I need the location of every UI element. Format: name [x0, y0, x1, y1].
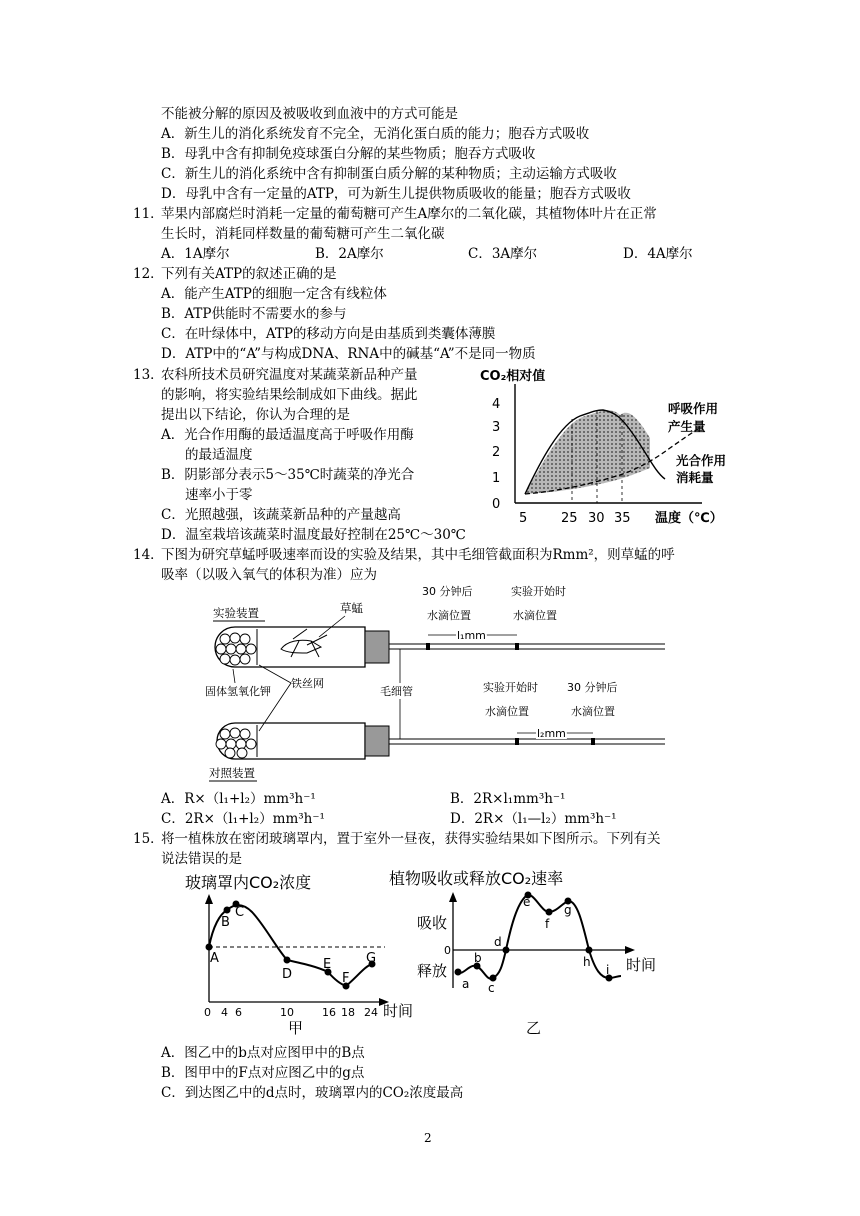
- q13-ytick-3: 3: [492, 420, 501, 435]
- q12-option-a: A．能产生ATP的细胞一定含有线粒体: [161, 286, 387, 302]
- q15-yi-point-i: i: [606, 963, 610, 977]
- q14-option-a: A．R×（l₁+l₂）mm³h⁻¹: [161, 791, 316, 807]
- q15-yi-point-c: c: [488, 981, 495, 995]
- q13-resp-label1: 呼吸作用: [668, 401, 719, 416]
- q11-option-a: A．1A摩尔: [161, 246, 230, 262]
- q15-yi-release: 释放: [417, 962, 448, 980]
- q15-yi-xlabel: 时间: [626, 956, 657, 974]
- q12-number: 12．: [133, 266, 164, 282]
- q14-l1-label: l₁mm: [457, 629, 486, 642]
- q14-after30-bottom: 30 分钟后: [567, 681, 618, 694]
- q10-option-d: D．母乳中含有一定量的ATP，可为新生儿提供物质吸收的能量；胞吞方式吸收: [161, 186, 631, 202]
- q14-bottom-stopper: [365, 726, 389, 756]
- q10-option-a: A．新生儿的消化系统发育不完全，无消化蛋白质的能力；胞吞方式吸收: [161, 126, 590, 142]
- q14-droppos-top2: 水滴位置: [513, 609, 557, 622]
- q15-jia-point-E: E: [323, 957, 332, 972]
- q13-option-a-line1: A．光合作用酶的最适温度高于呼吸作用酶: [161, 427, 414, 443]
- q14-control-label: 对照装置: [209, 766, 255, 780]
- q14-stem-line1: 下图为研究草蜢呼吸速率而设的实验及结果，其中毛细管截面积为Rmm²，则草蜢的呼: [161, 547, 675, 563]
- q15-jia-caption: 甲: [288, 1019, 304, 1036]
- q13-xtick-5: 5: [519, 511, 528, 526]
- q15-yi-point-h: h: [583, 955, 591, 969]
- page-number: 2: [424, 1131, 432, 1145]
- q14-start-top: 实验开始时: [511, 585, 566, 598]
- q13-stem-line3: 提出以下结论，你认为合理的是: [161, 407, 350, 423]
- q13-xlabel: 温度（℃）: [655, 511, 723, 526]
- q13-stem-line2: 的影响，将实验结果绘制成如下曲线。据此: [161, 387, 418, 403]
- q14-grasshopper: [281, 629, 327, 657]
- q15-yi-point-b: b: [474, 951, 482, 965]
- q15-jia-xtick-6: 6: [235, 1006, 242, 1019]
- q11-stem-line1: 苹果内部腐烂时消耗一定量的葡萄糖可产生A摩尔的二氧化碳，其植物体叶片在正常: [161, 206, 657, 222]
- q11-option-b: B．2A摩尔: [315, 246, 384, 262]
- q14-top-drop-start: [515, 643, 519, 650]
- q13-shaded-area: [525, 410, 650, 494]
- q15-jia-point-C: C: [235, 905, 245, 920]
- q13-ytick-4: 4: [492, 397, 501, 412]
- q14-l2-label: l₂mm: [537, 727, 566, 740]
- q13-photo-label2: 消耗量: [676, 470, 714, 485]
- q11-option-c: C．3A摩尔: [468, 246, 538, 262]
- q14-wire-mesh-label: 铁丝网: [291, 677, 324, 690]
- q15-stem-line1: 将一植株放在密闭玻璃罩内，置于室外一昼夜，获得实验结果如下图所示。下列有关: [161, 831, 661, 847]
- q15-jia-xtick-18: 18: [341, 1006, 355, 1019]
- q15-jia-title: 玻璃罩内CO₂浓度: [185, 873, 312, 892]
- q15-jia-xtick-24: 24: [364, 1006, 378, 1019]
- q10-stem-tail: 不能被分解的原因及被吸收到血液中的方式可能是: [161, 106, 458, 122]
- q15-yi-absorb: 吸收: [417, 914, 448, 932]
- q10-option-c: C．新生儿的消化系统中含有抑制蛋白质分解的某种物质；主动运输方式吸收: [161, 166, 617, 182]
- q14-stem-line2: 吸率（以吸入氧气的体积为准）应为: [161, 567, 377, 583]
- q14-option-b: B．2R×l₁mm³h⁻¹: [450, 791, 566, 807]
- q12-option-b: B．ATP供能时不需要水的参与: [161, 306, 347, 322]
- q15-jia-point-G: G: [366, 951, 377, 966]
- q13-photo-label1: 光合作用: [676, 453, 727, 468]
- q14-capillary-label: 毛细管: [380, 685, 413, 698]
- q14-droppos-top1: 水滴位置: [427, 609, 471, 622]
- q14-bottom-drop-after: [591, 738, 595, 745]
- q15-option-c: C．到达图乙中的d点时，玻璃罩内的CO₂浓度最高: [161, 1085, 464, 1101]
- q15-jia-xtick-0: 0: [204, 1006, 211, 1019]
- q13-xtick-35: 35: [614, 511, 631, 526]
- q14-option-d: D．2R×（l₁—l₂）mm³h⁻¹: [450, 811, 617, 827]
- q12-stem: 下列有关ATP的叙述正确的是: [161, 266, 337, 282]
- q13-number: 13．: [133, 367, 164, 383]
- q13-ylabel: CO₂相对值: [480, 369, 546, 384]
- q15-jia-point-F: F: [342, 971, 350, 986]
- q15-stem-line2: 说法错误的是: [161, 851, 242, 867]
- q15-option-b: B．图甲中的F点对应图乙中的g点: [161, 1065, 365, 1081]
- q14-koh-label: 固体氢氧化钾: [205, 685, 271, 698]
- q15-yi-title: 植物吸收或释放CO₂速率: [389, 869, 564, 888]
- q13-xtick-30: 30: [588, 511, 605, 526]
- q12-option-d: D．ATP中的“A”与构成DNA、RNA中的碱基“A”不是同一物质: [161, 346, 536, 362]
- q13-stem-line1: 农科所技术员研究温度对某蔬菜新品种产量: [161, 367, 418, 383]
- q15-jia-xtick-16: 16: [322, 1006, 336, 1019]
- q14-top-drop-after: [426, 643, 430, 650]
- q11-option-d: D．4A摩尔: [623, 246, 693, 262]
- q13-option-b-line2: 速率小于零: [185, 487, 253, 503]
- q13-resp-label2: 产生量: [668, 419, 706, 434]
- q14-top-koh-pellets: [216, 633, 256, 665]
- q14-top-stopper: [365, 631, 389, 663]
- q15-yi-zero: 0: [444, 944, 451, 957]
- q15-yi-caption: 乙: [526, 1019, 542, 1036]
- q15-yi-point-d: d: [494, 935, 502, 949]
- q13-option-a-line2: 的最适温度: [185, 447, 253, 463]
- q14-option-c: C．2R×（l₁+l₂）mm³h⁻¹: [161, 811, 325, 827]
- q14-number: 14．: [133, 547, 164, 563]
- q14-bottom-drop-start: [515, 738, 519, 745]
- q15-jia-point-A: A: [210, 951, 219, 966]
- q15-yi-point-g: g: [564, 903, 572, 917]
- q15-option-a: A．图乙中的b点对应图甲中的B点: [161, 1045, 365, 1061]
- q15-yi-point-a: a: [462, 977, 470, 991]
- q15-jia-point-B: B: [221, 915, 230, 930]
- q14-exp-device-label: 实验装置: [213, 606, 259, 620]
- q15-number: 15．: [133, 831, 164, 847]
- q14-grasshopper-label: 草蜢: [340, 601, 363, 615]
- q10-option-b: B．母乳中含有抑制免疫球蛋白分解的某些物质；胞吞方式吸收: [161, 146, 536, 162]
- q14-after30-top: 30 分钟后: [422, 585, 473, 598]
- q14-start-bottom: 实验开始时: [483, 681, 538, 694]
- q13-ytick-1: 1: [492, 471, 501, 486]
- q13-ytick-0: 0: [492, 497, 501, 512]
- q14-experiment-diagram: [195, 583, 665, 783]
- q11-stem-line2: 生长时，消耗同样数量的葡萄糖可产生二氧化碳: [161, 226, 445, 242]
- q13-option-c: C．光照越强，该蔬菜新品种的产量越高: [161, 507, 401, 523]
- q13-xtick-25: 25: [561, 511, 578, 526]
- q15-yi-curve: [458, 895, 621, 979]
- q15-jia-xtick-4: 4: [221, 1006, 228, 1019]
- q15-yi-point-e: e: [523, 895, 531, 909]
- q12-option-c: C．在叶绿体中，ATP的移动方向是由基质到类囊体薄膜: [161, 326, 496, 342]
- q11-number: 11．: [133, 206, 164, 222]
- q14-droppos-bottom1: 水滴位置: [485, 705, 529, 718]
- q14-droppos-bottom2: 水滴位置: [571, 705, 615, 718]
- q13-option-d: D．温室栽培该蔬菜时温度最好控制在25℃～30℃: [161, 527, 466, 543]
- q15-yi-point-f: f: [545, 917, 550, 931]
- q15-jia-xtick-10: 10: [280, 1006, 294, 1019]
- q15-jia-point-D: D: [282, 967, 293, 982]
- q13-option-b-line1: B．阴影部分表示5～35℃时蔬菜的净光合: [161, 467, 415, 483]
- q15-jia-xlabel: 时间: [383, 1002, 414, 1020]
- q13-ytick-2: 2: [492, 445, 501, 460]
- q13-temperature-chart: [470, 362, 740, 532]
- q15-chart-yi: [383, 866, 663, 1036]
